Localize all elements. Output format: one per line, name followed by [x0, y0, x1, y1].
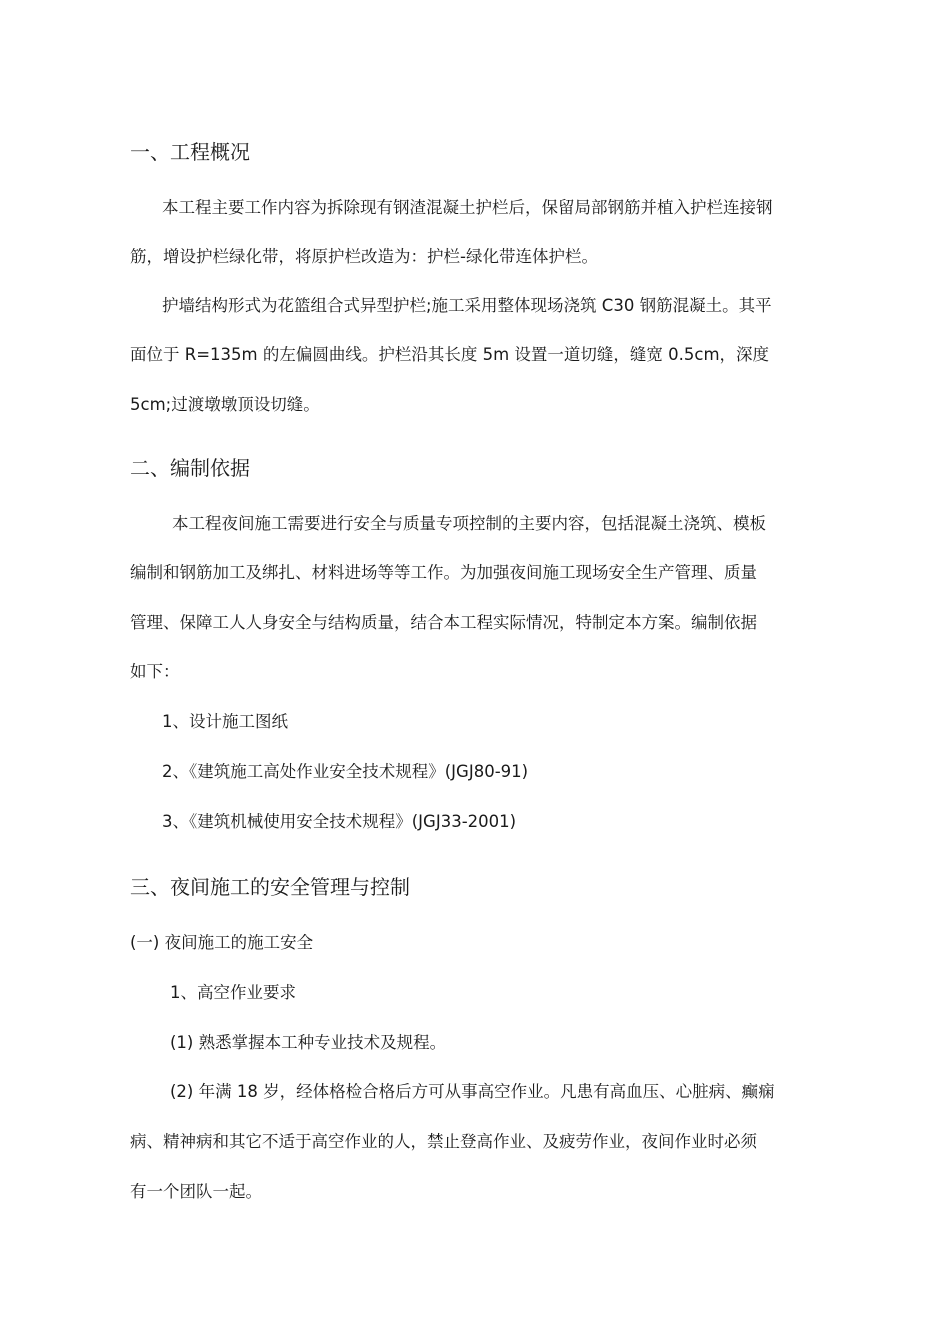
basis-list-item: 1、设计施工图纸	[162, 712, 288, 731]
basis-list-item: 2、《建筑施工高处作业安全技术规程》(JGJ80-91)	[162, 762, 529, 781]
rule-line: (2) 年满 18 岁，经体格检合格后方可从事高空作业。凡患有高血压、心脏病、癫痫	[170, 1082, 775, 1101]
rule-line: 有一个团队一起。	[130, 1182, 262, 1201]
paragraph-line: 护墙结构形式为花篮组合式异型护栏;施工采用整体现场浇筑 C30 钢筋混凝土。其平	[162, 296, 772, 315]
subsection-heading: (一) 夜间施工的施工安全	[130, 933, 314, 952]
section-heading-basis: 二、编制依据	[130, 456, 250, 480]
paragraph-line: 面位于 R=135m 的左偏圆曲线。护栏沿其长度 5m 设置一道切缝，缝宽 0.5cm，深度	[130, 345, 770, 364]
paragraph-line: 本工程夜间施工需要进行安全与质量专项控制的主要内容，包括混凝土浇筑、模板	[172, 514, 766, 533]
section-heading-overview: 一、工程概况	[130, 140, 250, 164]
basis-list-item: 3、《建筑机械使用安全技术规程》(JGJ33-2001)	[162, 812, 517, 831]
paragraph-line: 本工程主要工作内容为拆除现有钢渣混凝土护栏后，保留局部钢筋并植入护栏连接钢	[162, 198, 773, 217]
paragraph-line: 管理、保障工人人身安全与结构质量，结合本工程实际情况，特制定本方案。编制依据	[130, 613, 757, 632]
rule-line: (1) 熟悉掌握本工种专业技术及规程。	[170, 1033, 447, 1052]
rule-line: 病、精神病和其它不适于高空作业的人，禁止登高作业、及疲劳作业，夜间作业时必须	[130, 1132, 757, 1151]
section-heading-safety: 三、夜间施工的安全管理与控制	[130, 875, 410, 899]
paragraph-line: 5cm;过渡墩墩顶设切缝。	[130, 395, 320, 414]
paragraph-line: 筋，增设护栏绿化带，将原护栏改造为：护栏-绿化带连体护栏。	[130, 247, 598, 266]
paragraph-line: 如下：	[130, 662, 180, 681]
item-title: 1、高空作业要求	[170, 983, 296, 1002]
paragraph-line: 编制和钢筋加工及绑扎、材料进场等等工作。为加强夜间施工现场安全生产管理、质量	[130, 563, 757, 582]
